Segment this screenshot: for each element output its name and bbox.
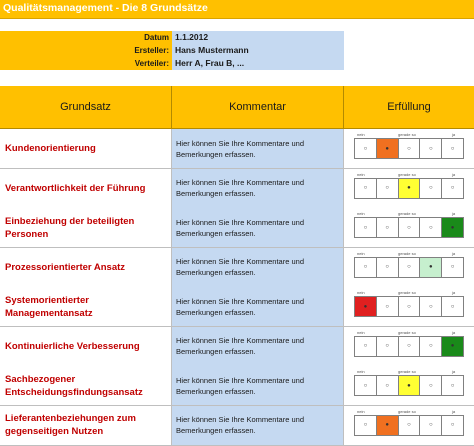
- rating-option-3[interactable]: ○: [399, 337, 421, 356]
- comment-cell[interactable]: Hier können Sie Ihre Kommentare und Bemerkungen erfassen.: [172, 169, 344, 209]
- title-bar: [0, 0, 474, 19]
- scale-label-low: nein: [357, 329, 365, 335]
- meta-value-verteiler[interactable]: Herr A, Frau B, ...: [172, 57, 344, 70]
- header-kommentar: Kommentar: [172, 86, 344, 129]
- rating-option-5[interactable]: ○: [450, 145, 455, 152]
- rating-option-1[interactable]: ○: [355, 258, 377, 277]
- rating-option-4[interactable]: ○: [420, 337, 442, 356]
- scale-label-mid: gerade so: [398, 408, 416, 414]
- table-row: [0, 366, 474, 406]
- rating-option-3[interactable]: ○: [399, 297, 421, 316]
- scale-label-mid: gerade so: [398, 132, 416, 137]
- rating-option-2[interactable]: ○: [377, 376, 399, 395]
- rating-option-2[interactable]: ○: [377, 337, 399, 356]
- table-row: [0, 208, 474, 248]
- scale-label-low: nein: [357, 290, 365, 295]
- rating-option-1[interactable]: ○: [355, 337, 377, 356]
- meta-value-datum[interactable]: 1.1.2012: [172, 31, 344, 44]
- scale-label-high: ja: [452, 290, 456, 295]
- scale-label-mid: gerade so: [398, 369, 416, 374]
- rating-option-4[interactable]: ○: [420, 139, 442, 158]
- scale-label-high: ja: [452, 211, 456, 216]
- rating-options: [354, 336, 464, 357]
- scale-label-mid: gerade so: [398, 171, 416, 177]
- rating-option-5[interactable]: ○: [450, 422, 455, 428]
- comment-cell[interactable]: Hier können Sie Ihre Kommentare und Bemerkungen erfassen.: [172, 208, 344, 248]
- scale-label-low: nein: [357, 132, 365, 137]
- meta-label-datum: Datum: [0, 31, 172, 44]
- comment-cell[interactable]: Hier können Sie Ihre Kommentare und Bemerkungen erfassen.: [172, 366, 344, 406]
- meta-row-verteiler: [0, 57, 344, 70]
- rating-option-5[interactable]: ○: [450, 382, 455, 389]
- rating-options: [354, 178, 464, 199]
- scale-label-high: ja: [452, 132, 456, 137]
- rating-option-1[interactable]: ○: [355, 376, 377, 395]
- comment-cell[interactable]: Hier können Sie Ihre Kommentare und Bemerkungen erfassen.: [172, 287, 344, 327]
- rating-options: [354, 138, 464, 159]
- rating-option-4[interactable]: ○: [420, 297, 442, 316]
- scale-label-low: nein: [357, 211, 365, 216]
- rating-cell: [344, 248, 474, 288]
- table-row: [0, 287, 474, 327]
- rating-option-2[interactable]: ●: [377, 416, 399, 435]
- rating-cell: [344, 129, 474, 169]
- scale-label-high: ja: [452, 329, 456, 335]
- rating-option-2[interactable]: ○: [377, 258, 399, 277]
- scale-label-mid: gerade so: [398, 290, 416, 295]
- rating-option-1[interactable]: ○: [355, 139, 377, 158]
- principle-name: Systemorientierter Managementansatz: [0, 287, 172, 327]
- rating-cell: [344, 366, 474, 406]
- comment-cell[interactable]: Hier können Sie Ihre Kommentare und Bemerkungen erfassen.: [172, 129, 344, 169]
- rating-option-1[interactable]: ○: [355, 179, 377, 198]
- rating-option-4[interactable]: ●: [420, 258, 442, 277]
- scale-label-mid: gerade so: [398, 211, 416, 216]
- rating-cell: [344, 208, 474, 248]
- scale-label-high: ja: [452, 408, 456, 414]
- rating-option-3[interactable]: ●: [399, 179, 421, 198]
- rating-option-2[interactable]: ○: [377, 297, 399, 316]
- scale-label-high: ja: [452, 171, 456, 177]
- rating-option-3[interactable]: ○: [399, 416, 421, 435]
- rating-option-1[interactable]: ●: [355, 297, 377, 316]
- meta-label-ersteller: Ersteller:: [0, 44, 172, 57]
- header-erfuellung: Erfüllung: [344, 86, 474, 129]
- table-row: [0, 129, 474, 169]
- comment-cell[interactable]: Hier können Sie Ihre Kommentare und Bemerkungen erfassen.: [172, 248, 344, 288]
- rating-option-5[interactable]: ○: [450, 264, 455, 270]
- meta-row-datum: [0, 31, 344, 44]
- comment-cell[interactable]: Hier können Sie Ihre Kommentare und Bemerkungen erfassen.: [172, 327, 344, 367]
- rating-option-5[interactable]: ●: [442, 218, 463, 237]
- rating-options: [354, 415, 464, 436]
- scale-label-low: nein: [357, 408, 365, 414]
- meta-row-ersteller: [0, 44, 344, 57]
- rating-cell: [344, 406, 474, 446]
- rating-option-4[interactable]: ○: [420, 179, 442, 198]
- rating-cell: [344, 287, 474, 327]
- rating-options: [354, 217, 464, 238]
- table-row: [0, 248, 474, 288]
- rating-options: [354, 296, 464, 317]
- table-row: [0, 327, 474, 367]
- comment-cell[interactable]: Hier können Sie Ihre Kommentare und Bemerkungen erfassen.: [172, 406, 344, 446]
- page-title: Qualitätsmanagement - Die 8 Grundsätze: [3, 2, 208, 14]
- table-row: [0, 169, 474, 209]
- scale-label-high: ja: [452, 369, 456, 374]
- rating-option-2[interactable]: ○: [377, 179, 399, 198]
- rating-option-4[interactable]: ○: [420, 416, 442, 435]
- principle-name: Kundenorientierung: [0, 129, 172, 169]
- meta-value-ersteller[interactable]: Hans Mustermann: [172, 44, 344, 57]
- rating-cell: [344, 169, 474, 209]
- principle-name: Prozessorientierter Ansatz: [0, 248, 172, 288]
- meta-label-verteiler: Verteiler:: [0, 57, 172, 70]
- principle-name: Sachbezogener Entscheidungsfindungsansatz: [0, 366, 172, 406]
- rating-option-3[interactable]: ○: [399, 258, 421, 277]
- rating-option-5[interactable]: ○: [450, 303, 455, 310]
- scale-label-high: ja: [452, 250, 456, 256]
- rating-option-5[interactable]: ○: [450, 185, 455, 191]
- principle-name: Lieferantenbeziehungen zum gegenseitigen Nutzen: [0, 406, 172, 446]
- rating-option-1[interactable]: ○: [355, 416, 377, 435]
- rating-option-2[interactable]: ●: [377, 139, 399, 158]
- rating-cell: [344, 327, 474, 367]
- rating-option-4[interactable]: ○: [420, 218, 442, 237]
- rating-option-4[interactable]: ○: [420, 376, 442, 395]
- rating-option-3[interactable]: ○: [399, 139, 421, 158]
- principle-name: Einbeziehung der beteiligten Personen: [0, 208, 172, 248]
- rating-option-5[interactable]: ●: [442, 337, 463, 356]
- scale-label-low: nein: [357, 171, 365, 177]
- principle-name: Kontinuierliche Verbesserung: [0, 327, 172, 367]
- scale-label-mid: gerade so: [398, 250, 416, 256]
- rating-option-3[interactable]: ○: [399, 218, 421, 237]
- rating-options: [354, 257, 464, 278]
- rating-option-2[interactable]: ○: [377, 218, 399, 237]
- scale-label-low: nein: [357, 369, 365, 374]
- principle-name: Verantwortlichkeit der Führung: [0, 169, 172, 209]
- rating-option-3[interactable]: ●: [399, 376, 421, 395]
- scale-label-mid: gerade so: [398, 329, 416, 335]
- rating-options: [354, 375, 464, 396]
- table-row: [0, 406, 474, 446]
- scale-label-low: nein: [357, 250, 365, 256]
- rating-option-1[interactable]: ○: [355, 218, 377, 237]
- header-grundsatz: Grundsatz: [0, 86, 172, 129]
